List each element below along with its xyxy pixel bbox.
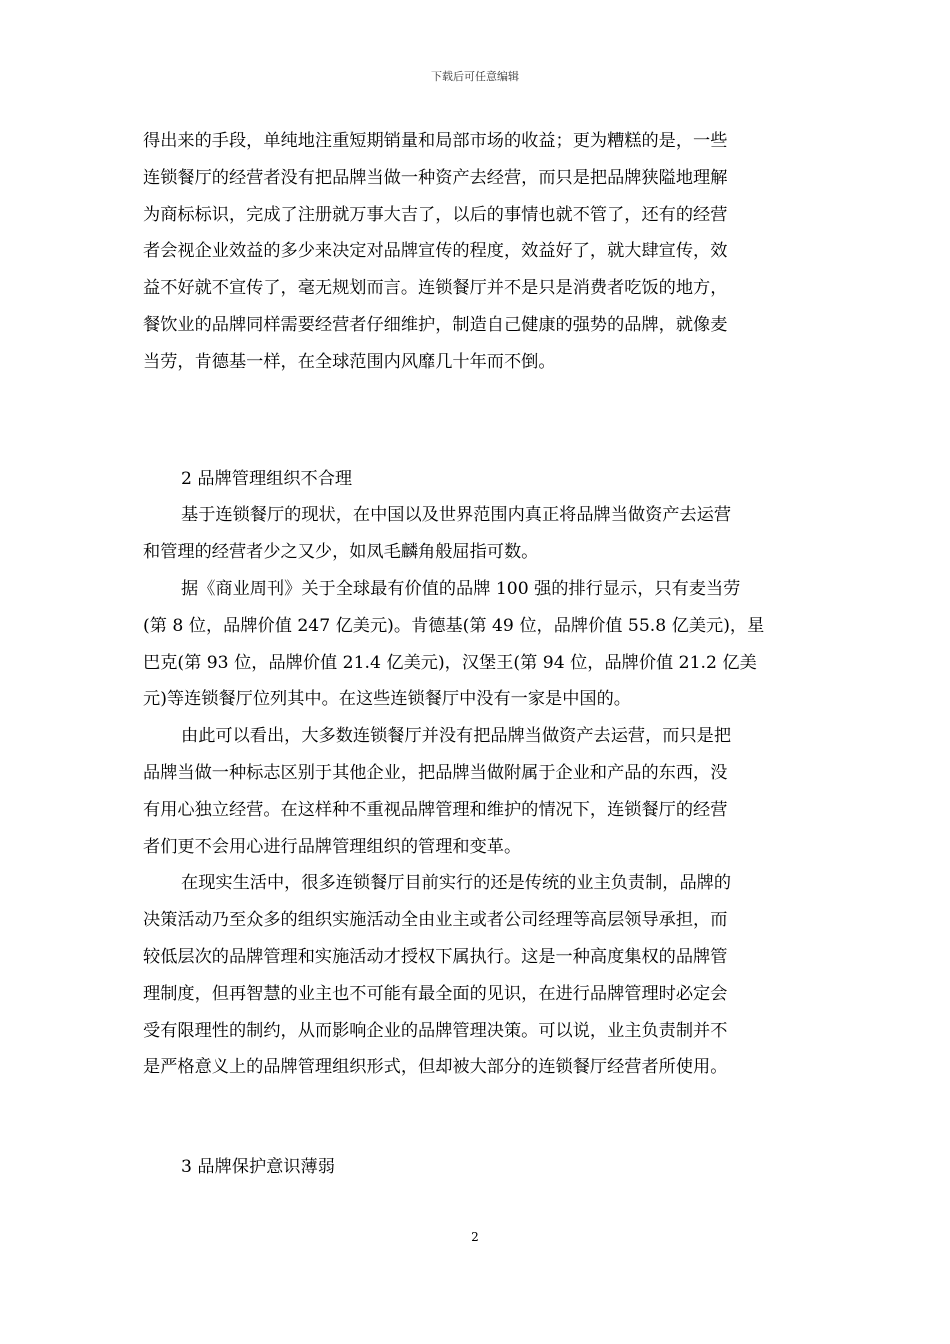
paragraph-5 — [143, 865, 807, 1086]
text-line: 餐饮业的品牌同样需要经营者仔细维护，制造自己健康的强势的品牌，就像麦 — [143, 314, 728, 335]
text-line: 益不好就不宣传了，毫无规划而言。连锁餐厅并不是只是消费者吃饭的地方， — [143, 278, 728, 299]
text-line: 为商标标识，完成了注册就万事大吉了，以后的事情也就不管了，还有的经营 — [143, 204, 728, 225]
text-line: 有用心独立经营。在这样种不重视品牌管理和维护的情况下，连锁餐厅的经营 — [143, 799, 728, 820]
page-header: 下载后可任意编辑 — [431, 70, 519, 83]
section-2-heading: 2 品牌管理组织不合理 — [181, 468, 353, 489]
text-line: 品牌当做一种标志区别于其他企业，把品牌当做附属于企业和产品的东西，没 — [143, 762, 728, 783]
text-line: 元)等连锁餐厅位列其中。在这些连锁餐厅中没有一家是中国的。 — [143, 689, 631, 710]
section-3-heading: 3 品牌保护意识薄弱 — [181, 1157, 335, 1178]
text-line: 基于连锁餐厅的现状，在中国以及世界范围内真正将品牌当做资产去运营 — [181, 505, 732, 526]
text-line: (第 8 位，品牌价值 247 亿美元)。肯德基(第 49 位，品牌价值 55.8 亿美元)，星 — [143, 615, 765, 636]
text-line: 者会视企业效益的多少来决定对品牌宣传的程度，效益好了，就大肆宣传，效 — [143, 241, 728, 262]
text-line: 较低层次的品牌管理和实施活动才授权下属执行。这是一种高度集权的品牌管 — [143, 946, 728, 967]
text-line: 决策活动乃至众多的组织实施活动全由业主或者公司经理等高层领导承担，而 — [143, 910, 728, 931]
paragraph-2 — [143, 497, 807, 571]
document-body — [143, 123, 807, 1186]
text-line: 巴克(第 93 位，品牌价值 21.4 亿美元)，汉堡王(第 94 位，品牌价值 21.2 亿美 — [143, 652, 757, 673]
text-line: 当劳，肯德基一样，在全球范围内风靡几十年而不倒。 — [143, 351, 556, 372]
paragraph-1 — [143, 123, 807, 381]
text-line: 在现实生活中，很多连锁餐厅目前实行的还是传统的业主负责制，品牌的 — [181, 873, 732, 894]
page-number: 2 — [471, 1230, 479, 1244]
text-line: 据《商业周刊》关于全球最有价值的品牌 100 强的排行显示，只有麦当劳 — [181, 578, 741, 599]
text-line: 者们更不会用心进行品牌管理组织的管理和变革。 — [143, 836, 522, 857]
text-line: 受有限理性的制约，从而影响企业的品牌管理决策。可以说，业主负责制并不 — [143, 1020, 728, 1041]
text-line: 理制度，但再智慧的业主也不可能有最全面的见识，在进行品牌管理时必定会 — [143, 983, 728, 1004]
paragraph-4 — [143, 718, 807, 865]
text-line: 得出来的手段，单纯地注重短期销量和局部市场的收益；更为糟糕的是，一些 — [143, 131, 728, 151]
paragraph-3 — [143, 571, 807, 718]
text-line: 由此可以看出，大多数连锁餐厅并没有把品牌当做资产去运营，而只是把 — [181, 726, 732, 747]
text-line: 是严格意义上的品牌管理组织形式，但却被大部分的连锁餐厅经营者所使用。 — [143, 1057, 728, 1078]
text-line: 和管理的经营者少之又少，如凤毛麟角般屈指可数。 — [143, 542, 539, 563]
text-line: 连锁餐厅的经营者没有把品牌当做一种资产去经营，而只是把品牌狭隘地理解 — [143, 167, 728, 188]
